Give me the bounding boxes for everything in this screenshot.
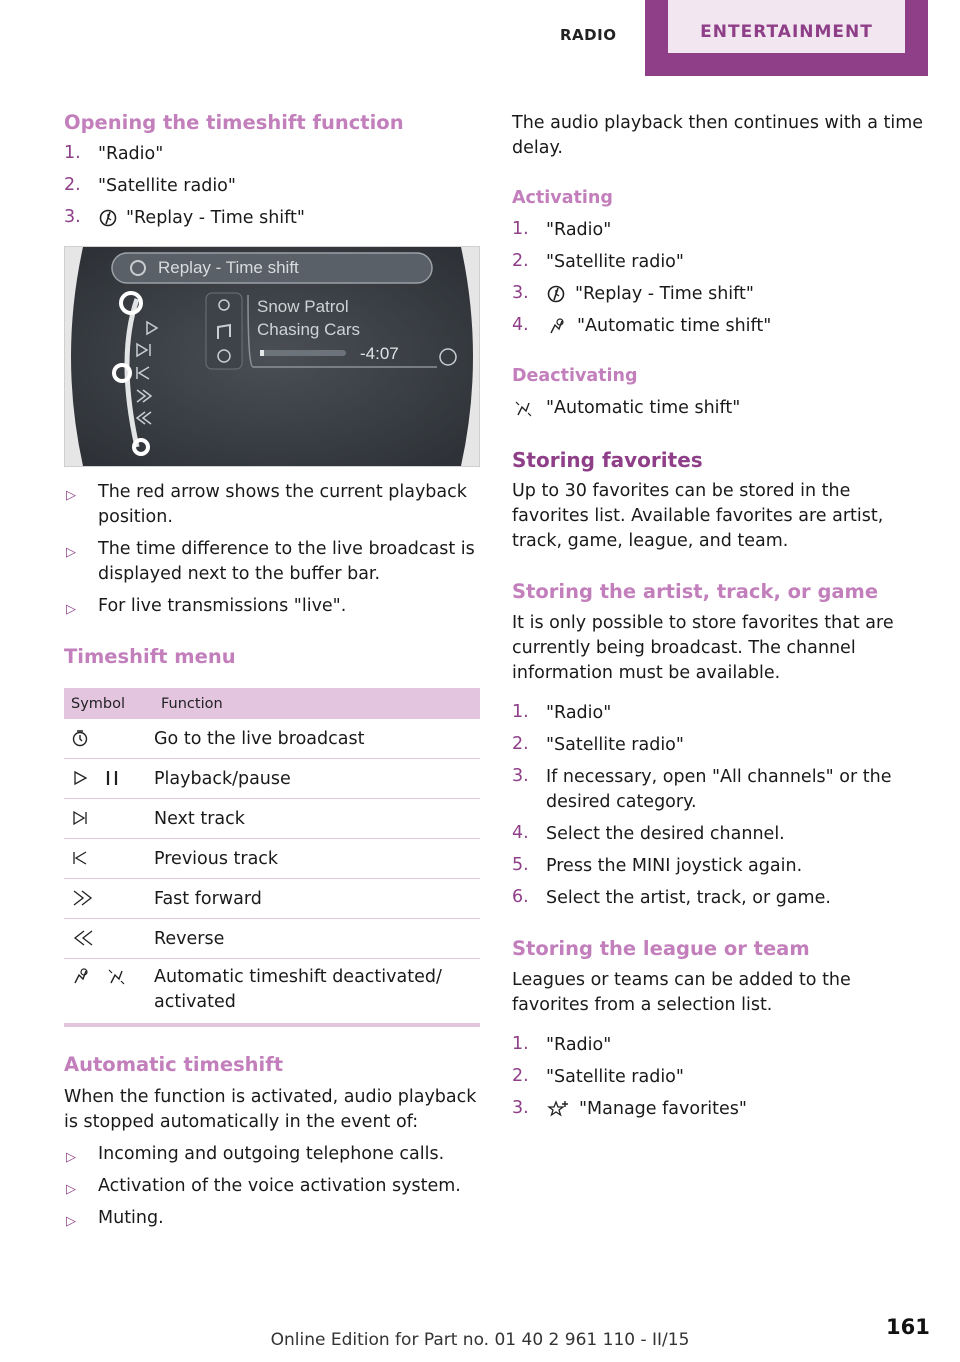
table-header-row	[64, 688, 480, 719]
play-icon	[71, 769, 89, 787]
bullet-text: Muting.	[98, 1208, 164, 1228]
next-track-icon	[71, 809, 89, 827]
col-function: Function	[154, 688, 480, 719]
bullet-text: For live transmissions "live".	[98, 596, 347, 616]
bullet-text: Incoming and outgoing telephone calls.	[98, 1144, 445, 1164]
heading-automatic-timeshift: Automatic timeshift	[64, 1053, 284, 1076]
step-number: 2.	[512, 734, 529, 754]
bullet-marker: ▷	[66, 1150, 76, 1165]
step-text: "Satellite radio"	[546, 252, 684, 272]
artist-text: It is only possible to store favorites that are currently being broadcast. The channel information must be available.	[512, 613, 894, 683]
heading-opening: Opening the timeshift function	[64, 111, 404, 134]
function-text: Reverse	[154, 919, 480, 959]
step-number: 4.	[512, 823, 529, 843]
step-number: 1.	[64, 143, 81, 163]
auto-timeshift-icon	[547, 317, 565, 335]
header-section: RADIO	[560, 26, 617, 44]
step-text: "Manage favorites"	[579, 1099, 747, 1119]
table-row	[64, 719, 480, 759]
table-row	[64, 919, 480, 959]
display-time: -4:07	[360, 344, 399, 363]
step-number: 3.	[64, 207, 81, 227]
display-artist: Snow Patrol	[257, 297, 349, 316]
auto-intro: When the function is activated, audio playback is stopped automatically in the event of:	[64, 1087, 477, 1132]
chapter-tab[interactable]	[645, 0, 928, 76]
league-text: Leagues or teams can be added to the favorites from a selection list.	[512, 970, 851, 1015]
step-text: If necessary, open "All channels" or the desired category.	[546, 767, 892, 812]
replay-timeshift-icon	[547, 285, 565, 303]
function-text: Go to the live broadcast	[154, 719, 480, 759]
chapter-tab-inner	[668, 0, 905, 53]
bullet-marker: ▷	[66, 488, 76, 503]
step-number: 2.	[512, 1066, 529, 1086]
heading-deactivating: Deactivating	[512, 366, 638, 386]
step-text: "Radio"	[546, 703, 612, 723]
function-text: Playback/pause	[154, 759, 480, 799]
heading-timeshift-menu: Timeshift menu	[64, 645, 236, 668]
bullet-text: Activation of the voice activation system.	[98, 1176, 461, 1196]
step-text: "Replay - Time shift"	[575, 284, 754, 304]
col-symbol: Symbol	[64, 688, 154, 719]
table-bottom-rule	[64, 1023, 480, 1027]
storing-text: Up to 30 favorites can be stored in the favorites list. Available favorites are artist, track, game, league, and team.	[512, 481, 884, 551]
replay-timeshift-icon	[99, 209, 117, 227]
bullet-text: The time difference to the live broadcast is displayed next to the buffer bar.	[98, 539, 475, 584]
bullet-marker: ▷	[66, 1182, 76, 1197]
previous-track-icon	[71, 849, 89, 867]
page-number: 161	[886, 1315, 930, 1339]
table-row	[64, 799, 480, 839]
step-text: Select the artist, track, or game.	[546, 888, 831, 908]
display-track: Chasing Cars	[257, 320, 360, 339]
heading-storing-league: Storing the league or team	[512, 937, 810, 960]
heading-activating: Activating	[512, 188, 613, 208]
function-text: Previous track	[154, 839, 480, 879]
fast-forward-icon	[71, 889, 95, 907]
step-text: Select the desired channel.	[546, 824, 785, 844]
continuation-text: The audio playback then continues with a time delay.	[512, 113, 924, 158]
bullet-marker: ▷	[66, 1214, 76, 1229]
timeshift-menu-table	[64, 688, 480, 1024]
step-number: 1.	[512, 702, 529, 722]
step-number: 2.	[64, 175, 81, 195]
step-text: "Satellite radio"	[98, 176, 236, 196]
table-row	[64, 839, 480, 879]
reverse-icon	[71, 929, 95, 947]
deactivating-text: "Automatic time shift"	[546, 398, 741, 418]
heading-storing-favorites: Storing favorites	[512, 448, 703, 472]
live-broadcast-icon	[71, 729, 89, 747]
step-number: 2.	[512, 251, 529, 271]
pause-icon	[103, 769, 121, 787]
function-text: Fast forward	[154, 879, 480, 919]
table-row	[64, 959, 480, 1024]
step-text: "Satellite radio"	[546, 1067, 684, 1087]
table-row	[64, 759, 480, 799]
step-number: 1.	[512, 1034, 529, 1054]
display-bar-label: Replay - Time shift	[158, 258, 299, 277]
auto-timeshift-on-icon	[107, 967, 125, 985]
auto-timeshift-active-icon	[514, 399, 532, 417]
timeshift-display-image	[64, 246, 480, 467]
step-text: "Radio"	[546, 1035, 612, 1055]
function-text: Automatic timeshift deactivated/ activated	[154, 959, 480, 1024]
table-row	[64, 879, 480, 919]
bullet-text: The red arrow shows the current playback position.	[98, 482, 467, 527]
manage-favorites-icon	[547, 1100, 569, 1118]
step-number: 3.	[512, 283, 529, 303]
step-number: 6.	[512, 887, 529, 907]
step-text: "Radio"	[546, 220, 612, 240]
auto-timeshift-off-icon	[71, 967, 89, 985]
heading-storing-artist: Storing the artist, track, or game	[512, 580, 879, 603]
step-number: 4.	[512, 315, 529, 335]
step-text: Press the MINI joystick again.	[546, 856, 803, 876]
display-graphic	[65, 247, 479, 466]
step-number: 1.	[512, 219, 529, 239]
step-text: "Automatic time shift"	[577, 316, 772, 336]
step-number: 5.	[512, 855, 529, 875]
step-text: "Replay - Time shift"	[126, 208, 305, 228]
step-number: 3.	[512, 1098, 529, 1118]
step-number: 3.	[512, 766, 529, 786]
chapter-title: ENTERTAINMENT	[700, 22, 873, 42]
function-text: Next track	[154, 799, 480, 839]
step-text: "Radio"	[98, 144, 164, 164]
step-text: "Satellite radio"	[546, 735, 684, 755]
bullet-marker: ▷	[66, 545, 76, 560]
footer-edition: Online Edition for Part no. 01 40 2 961 110 - II/15	[270, 1330, 690, 1350]
bullet-marker: ▷	[66, 602, 76, 617]
